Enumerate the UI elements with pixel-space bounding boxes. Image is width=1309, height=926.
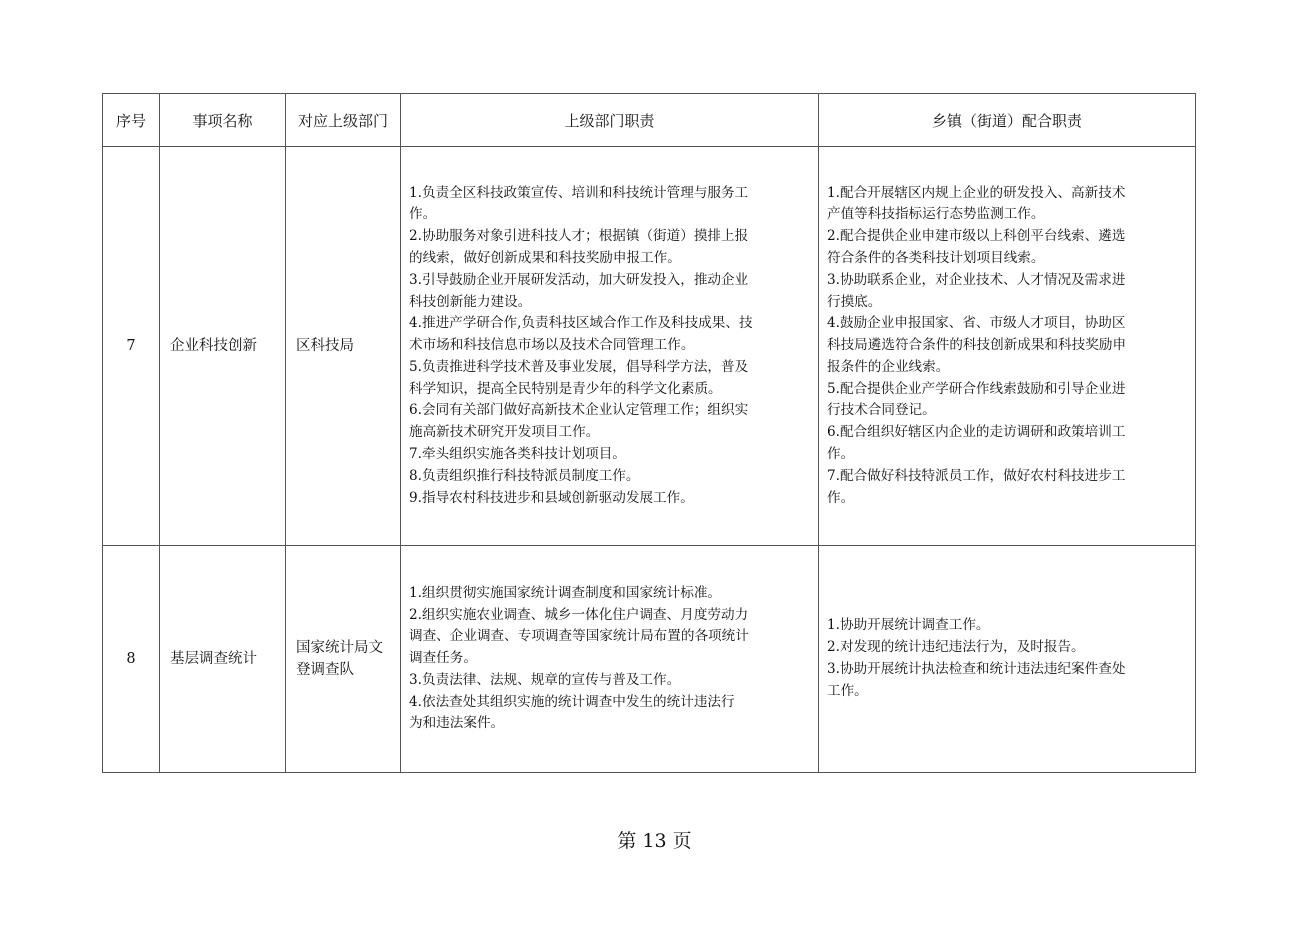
upper-duty-line: 2.协助服务对象引进科技人才；根据镇（街道）摸排上报	[409, 228, 749, 245]
town-duty-line: 1.协助开展统计调查工作。	[827, 617, 990, 634]
upper-duty-line: 2.组织实施农业调查、城乡一体化住户调查、月度劳动力	[409, 606, 749, 623]
header-upper-dept: 对应上级部门	[286, 94, 401, 147]
town-duty-line: 3.协助开展统计执法检查和统计违法违纪案件查处	[827, 661, 1126, 677]
town-duty-line: 报条件的企业线索。	[827, 358, 950, 375]
header-item-name: 事项名称	[160, 94, 286, 147]
upper-duty-line: 7.牵头组织实施各类科技计划项目。	[409, 446, 626, 463]
town-duty-line: 作。	[827, 446, 855, 463]
town-duty-line: 7.配合做好科技特派员工作，做好农村科技进步工	[827, 467, 1126, 484]
upper-duty-line: 为和违法案件。	[409, 715, 505, 732]
upper-duty-line: 施高新技术研究开发项目工作。	[409, 424, 600, 441]
row-no: 8	[103, 546, 160, 773]
upper-duty-line: 作。	[409, 206, 437, 223]
upper-duty-line: 1.负责全区科技政策宣传、培训和科技统计管理与服务工	[409, 184, 749, 201]
table-row	[103, 546, 1196, 773]
upper-duty-line: 科技创新能力建设。	[409, 293, 532, 310]
town-duty-line: 工作。	[827, 682, 868, 699]
page-number: 第 13 页	[617, 830, 692, 852]
town-duty-line: 符合条件的各类科技计划项目线索。	[827, 249, 1045, 266]
row-upper-dept	[286, 546, 401, 773]
row-upper-duties	[401, 147, 819, 546]
dept-line: 登调查队	[296, 662, 354, 678]
upper-duty-line: 调查任务。	[409, 650, 477, 667]
upper-duty-line: 1.组织贯彻实施国家统计调查制度和国家统计标准。	[409, 584, 722, 601]
town-duty-line: 1.配合开展辖区内规上企业的研发投入、高新技术	[827, 184, 1126, 201]
row-item-name: 企业科技创新	[160, 147, 286, 546]
town-duty-line: 产值等科技指标运行态势监测工作。	[827, 206, 1045, 223]
row-item-name: 基层调查统计	[160, 546, 286, 773]
upper-duty-line: 5.负责推进科学技术普及事业发展，倡导科学方法，普及	[409, 358, 749, 375]
upper-duty-line: 4.推进产学研合作,负责科技区域合作工作及科技成果、技	[409, 315, 753, 332]
town-duty-line: 6.配合组织好辖区内企业的走访调研和政策培训工	[827, 424, 1126, 441]
row-upper-dept	[286, 147, 401, 546]
town-duty-line: 科技局遴选符合条件的科技创新成果和科技奖励申	[827, 337, 1127, 354]
town-duty-line: 2.对发现的统计违纪违法行为，及时报告。	[827, 639, 1085, 656]
upper-duty-line: 6.会同有关部门做好高新技术企业认定管理工作；组织实	[409, 402, 749, 419]
town-duty-line: 4.鼓励企业申报国家、省、市级人才项目，协助区	[827, 315, 1126, 332]
town-duty-line: 3.协助联系企业，对企业技术、人才情况及需求进	[827, 271, 1126, 288]
upper-duty-line: 4.依法查处其组织实施的统计调查中发生的统计违法行	[409, 693, 735, 710]
row-upper-duties	[401, 546, 819, 773]
header-row	[103, 94, 1196, 147]
upper-duty-line: 术市场和科技信息市场以及技术合同管理工作。	[409, 337, 695, 354]
town-duty-line: 行摸底。	[827, 293, 882, 310]
row-town-duties	[819, 147, 1196, 546]
upper-duty-line: 9.指导农村科技进步和县域创新驱动发展工作。	[409, 489, 694, 506]
dept-line: 国家统计局文	[296, 640, 383, 656]
row-town-duties	[819, 546, 1196, 773]
table-row	[103, 147, 1196, 546]
town-duty-line: 2.配合提供企业申建市级以上科创平台线索、遴选	[827, 228, 1126, 245]
header-no: 序号	[103, 94, 160, 147]
header-town-duties: 乡镇（街道）配合职责	[819, 94, 1196, 147]
upper-duty-line: 3.引导鼓励企业开展研发活动，加大研发投入，推动企业	[409, 271, 749, 288]
duty-table	[102, 93, 1196, 773]
upper-duty-line: 调查、企业调查、专项调查等国家统计局布置的各项统计	[409, 628, 749, 645]
upper-duty-line: 8.负责组织推行科技特派员制度工作。	[409, 467, 640, 484]
town-duty-line: 作。	[827, 489, 855, 506]
dept-line: 区科技局	[296, 338, 354, 354]
upper-duty-line: 3.负责法律、法规、规章的宣传与普及工作。	[409, 671, 681, 688]
header-upper-duties: 上级部门职责	[401, 94, 819, 147]
upper-duty-line: 的线索，做好创新成果和科技奖励申报工作。	[409, 249, 681, 266]
upper-duty-line: 科学知识，提高全民特别是青少年的科学文化素质。	[409, 380, 722, 397]
town-duty-line: 5.配合提供企业产学研合作线索鼓励和引导企业进	[827, 380, 1126, 397]
row-no: 7	[103, 147, 160, 546]
town-duty-line: 行技术合同登记。	[827, 402, 936, 419]
